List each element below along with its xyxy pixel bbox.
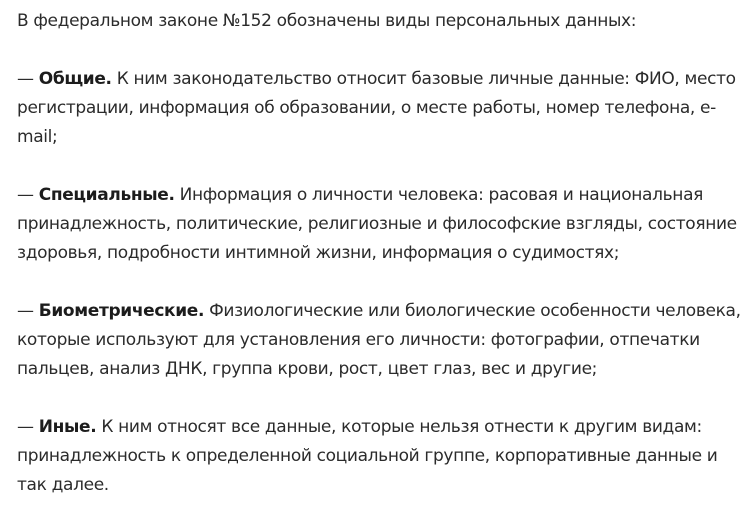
description-general: К ним законодательство относит базовые личные данные: ФИО, место регистрации, информация об образовании, о месте работы, номер телефона, e-mail; xyxy=(17,69,736,147)
description-special: Информация о личности человека: расовая и национальная принадлежность, политические, религиозные и философские взгляды, состояние здоровья, подробности интимной жизни, информация о судимостях; xyxy=(17,185,737,263)
list-item-general xyxy=(17,65,742,152)
dash: — xyxy=(17,301,39,321)
list-item-biometric xyxy=(17,297,742,384)
description-biometric: Физиологические или биологические особенности человека, которые используют для установления его личности: фотографии, отпечатки пальцев, анализ ДНК, группа крови, рост, цвет глаз, вес и другие; xyxy=(17,301,741,379)
term-other: Иные. xyxy=(38,417,97,437)
description-other: К ним относят все данные, которые нельзя отнести к другим видам: принадлежность к определенной социальной группе, корпоративные данные и так далее. xyxy=(17,417,718,495)
dash: — xyxy=(17,417,39,437)
dash: — xyxy=(17,185,39,205)
article-body xyxy=(17,0,742,500)
list-item-special xyxy=(17,181,742,268)
list-item-other xyxy=(17,413,742,500)
dash: — xyxy=(17,69,39,89)
term-biometric: Биометрические. xyxy=(38,301,205,321)
intro-paragraph: В федеральном законе №152 обозначены виды персональных данных: xyxy=(17,11,637,31)
term-general: Общие. xyxy=(38,69,112,89)
term-special: Специальные. xyxy=(38,185,175,205)
